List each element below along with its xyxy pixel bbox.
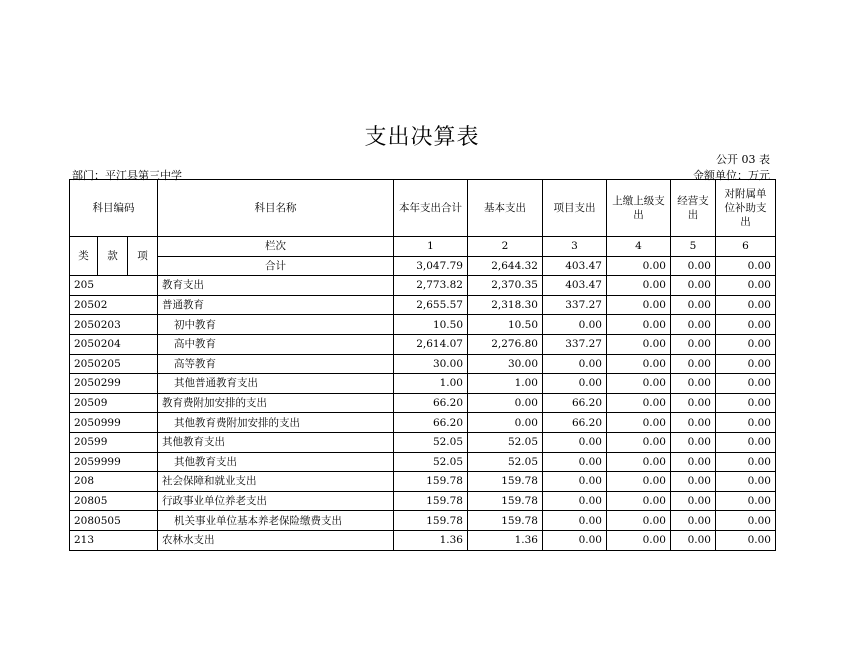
header-operating-expenditure: 经营支出 <box>671 180 716 237</box>
amount-cell: 0.00 <box>716 530 776 550</box>
amount-cell: 0.00 <box>716 315 776 335</box>
amount-cell: 30.00 <box>394 354 468 374</box>
amount-cell: 66.20 <box>394 413 468 433</box>
amount-cell: 1.00 <box>468 374 543 394</box>
amount-cell: 0.00 <box>607 393 671 413</box>
total-label: 合计 <box>158 256 394 276</box>
amount-cell: 0.00 <box>671 452 716 472</box>
table-row <box>70 295 776 315</box>
amount-cell: 0.00 <box>671 530 716 550</box>
amount-cell: 159.78 <box>468 472 543 492</box>
subject-code: 2080505 <box>70 511 158 531</box>
subject-name: 其他教育费附加安排的支出 <box>158 413 394 433</box>
amount-cell: 0.00 <box>671 295 716 315</box>
amount-cell: 0.00 <box>543 452 607 472</box>
amount-cell: 52.05 <box>468 432 543 452</box>
amount-cell: 159.78 <box>468 491 543 511</box>
amount-cell: 0.00 <box>543 491 607 511</box>
amount-cell: 2,370.35 <box>468 276 543 296</box>
header-kuan: 款 <box>98 237 128 276</box>
subject-name: 教育支出 <box>158 276 394 296</box>
total-value: 2,644.32 <box>468 256 543 276</box>
amount-cell: 52.05 <box>468 452 543 472</box>
amount-cell: 0.00 <box>607 354 671 374</box>
amount-cell: 0.00 <box>671 491 716 511</box>
table-row <box>70 432 776 452</box>
amount-cell: 0.00 <box>607 472 671 492</box>
amount-cell: 1.36 <box>468 530 543 550</box>
amount-cell: 2,773.82 <box>394 276 468 296</box>
amount-cell: 0.00 <box>607 295 671 315</box>
amount-cell: 337.27 <box>543 334 607 354</box>
amount-cell: 0.00 <box>607 374 671 394</box>
subject-code: 20509 <box>70 393 158 413</box>
expenditure-table <box>69 179 776 551</box>
header-total-expenditure: 本年支出合计 <box>394 180 468 237</box>
total-value: 0.00 <box>671 256 716 276</box>
table-row <box>70 452 776 472</box>
amount-cell: 0.00 <box>671 393 716 413</box>
amount-cell: 0.00 <box>607 334 671 354</box>
subject-code: 205 <box>70 276 158 296</box>
header-project-expenditure: 项目支出 <box>543 180 607 237</box>
amount-cell: 0.00 <box>716 472 776 492</box>
amount-unit-label: 金额单位：万元 <box>693 169 770 182</box>
amount-cell: 1.36 <box>394 530 468 550</box>
subject-code: 2050204 <box>70 334 158 354</box>
subject-name: 初中教育 <box>158 315 394 335</box>
amount-cell: 0.00 <box>607 491 671 511</box>
header-subject-code: 科目编码 <box>70 180 158 237</box>
amount-cell: 0.00 <box>607 530 671 550</box>
amount-cell: 159.78 <box>394 472 468 492</box>
subject-name: 高中教育 <box>158 334 394 354</box>
amount-cell: 0.00 <box>543 315 607 335</box>
column-number-5: 5 <box>671 237 716 257</box>
department-label: 部门：平江县第三中学 <box>72 169 182 182</box>
amount-cell: 0.00 <box>671 511 716 531</box>
header-subsidy-to-affiliates: 对附属单位补助支出 <box>716 180 776 237</box>
amount-cell: 2,318.30 <box>468 295 543 315</box>
subject-name: 其他普通教育支出 <box>158 374 394 394</box>
table-row <box>70 374 776 394</box>
subject-code: 20502 <box>70 295 158 315</box>
subject-name: 社会保障和就业支出 <box>158 472 394 492</box>
table-row <box>70 530 776 550</box>
page-title: 支出决算表 <box>364 125 480 150</box>
amount-cell: 0.00 <box>716 452 776 472</box>
total-value: 0.00 <box>607 256 671 276</box>
amount-cell: 0.00 <box>543 374 607 394</box>
header-remit-to-superior: 上缴上级支出 <box>607 180 671 237</box>
header-column-number: 栏次 <box>158 237 394 257</box>
amount-cell: 0.00 <box>716 334 776 354</box>
amount-cell: 0.00 <box>607 276 671 296</box>
header-subject-name: 科目名称 <box>158 180 394 237</box>
amount-cell: 0.00 <box>716 295 776 315</box>
column-number-6: 6 <box>716 237 776 257</box>
column-number-3: 3 <box>543 237 607 257</box>
amount-cell: 159.78 <box>394 491 468 511</box>
table-row <box>70 334 776 354</box>
header-xiang: 项 <box>128 237 158 276</box>
table-row <box>70 393 776 413</box>
total-value: 403.47 <box>543 256 607 276</box>
column-number-4: 4 <box>607 237 671 257</box>
amount-cell: 0.00 <box>716 511 776 531</box>
amount-cell: 0.00 <box>543 511 607 531</box>
amount-cell: 52.05 <box>394 432 468 452</box>
amount-cell: 10.50 <box>468 315 543 335</box>
subject-name: 教育费附加安排的支出 <box>158 393 394 413</box>
amount-cell: 0.00 <box>543 472 607 492</box>
subject-code: 20599 <box>70 432 158 452</box>
subject-name: 其他教育支出 <box>158 452 394 472</box>
amount-cell: 0.00 <box>716 374 776 394</box>
amount-cell: 0.00 <box>671 432 716 452</box>
amount-cell: 2,655.57 <box>394 295 468 315</box>
amount-cell: 52.05 <box>394 452 468 472</box>
amount-cell: 2,276.80 <box>468 334 543 354</box>
total-value: 0.00 <box>716 256 776 276</box>
amount-cell: 0.00 <box>607 315 671 335</box>
subject-name: 普通教育 <box>158 295 394 315</box>
subject-name: 机关事业单位基本养老保险缴费支出 <box>158 511 394 531</box>
subject-code: 2050999 <box>70 413 158 433</box>
amount-cell: 403.47 <box>543 276 607 296</box>
amount-cell: 0.00 <box>671 413 716 433</box>
amount-cell: 0.00 <box>716 413 776 433</box>
table-row <box>70 315 776 335</box>
amount-cell: 0.00 <box>716 491 776 511</box>
table-row <box>70 511 776 531</box>
column-number-2: 2 <box>468 237 543 257</box>
amount-cell: 0.00 <box>607 452 671 472</box>
amount-cell: 1.00 <box>394 374 468 394</box>
subject-name: 其他教育支出 <box>158 432 394 452</box>
subject-name: 高等教育 <box>158 354 394 374</box>
table-row <box>70 491 776 511</box>
subject-name: 农林水支出 <box>158 530 394 550</box>
total-value: 3,047.79 <box>394 256 468 276</box>
amount-cell: 0.00 <box>716 276 776 296</box>
amount-cell: 337.27 <box>543 295 607 315</box>
amount-cell: 0.00 <box>716 354 776 374</box>
amount-cell: 159.78 <box>394 511 468 531</box>
form-number: 公开 03 表 <box>716 153 770 166</box>
amount-cell: 0.00 <box>468 393 543 413</box>
subject-name: 行政事业单位养老支出 <box>158 491 394 511</box>
column-number-1: 1 <box>394 237 468 257</box>
amount-cell: 159.78 <box>468 511 543 531</box>
subject-code: 2050205 <box>70 354 158 374</box>
amount-cell: 0.00 <box>671 315 716 335</box>
header-basic-expenditure: 基本支出 <box>468 180 543 237</box>
amount-cell: 0.00 <box>671 334 716 354</box>
amount-cell: 66.20 <box>543 393 607 413</box>
subject-code: 20805 <box>70 491 158 511</box>
amount-cell: 0.00 <box>468 413 543 433</box>
amount-cell: 0.00 <box>671 354 716 374</box>
amount-cell: 0.00 <box>543 530 607 550</box>
table-row <box>70 413 776 433</box>
table-row <box>70 354 776 374</box>
amount-cell: 0.00 <box>607 413 671 433</box>
subject-code: 2059999 <box>70 452 158 472</box>
amount-cell: 2,614.07 <box>394 334 468 354</box>
amount-cell: 0.00 <box>671 472 716 492</box>
header-lei: 类 <box>70 237 98 276</box>
amount-cell: 30.00 <box>468 354 543 374</box>
amount-cell: 0.00 <box>607 432 671 452</box>
subject-code: 2050203 <box>70 315 158 335</box>
amount-cell: 0.00 <box>716 432 776 452</box>
amount-cell: 0.00 <box>607 511 671 531</box>
amount-cell: 0.00 <box>543 354 607 374</box>
table-row <box>70 276 776 296</box>
amount-cell: 66.20 <box>543 413 607 433</box>
table-row <box>70 472 776 492</box>
amount-cell: 0.00 <box>716 393 776 413</box>
total-row <box>70 256 776 276</box>
amount-cell: 10.50 <box>394 315 468 335</box>
subject-code: 208 <box>70 472 158 492</box>
amount-cell: 0.00 <box>671 276 716 296</box>
amount-cell: 0.00 <box>671 374 716 394</box>
amount-cell: 66.20 <box>394 393 468 413</box>
amount-cell: 0.00 <box>543 432 607 452</box>
subject-code: 213 <box>70 530 158 550</box>
subject-code: 2050299 <box>70 374 158 394</box>
